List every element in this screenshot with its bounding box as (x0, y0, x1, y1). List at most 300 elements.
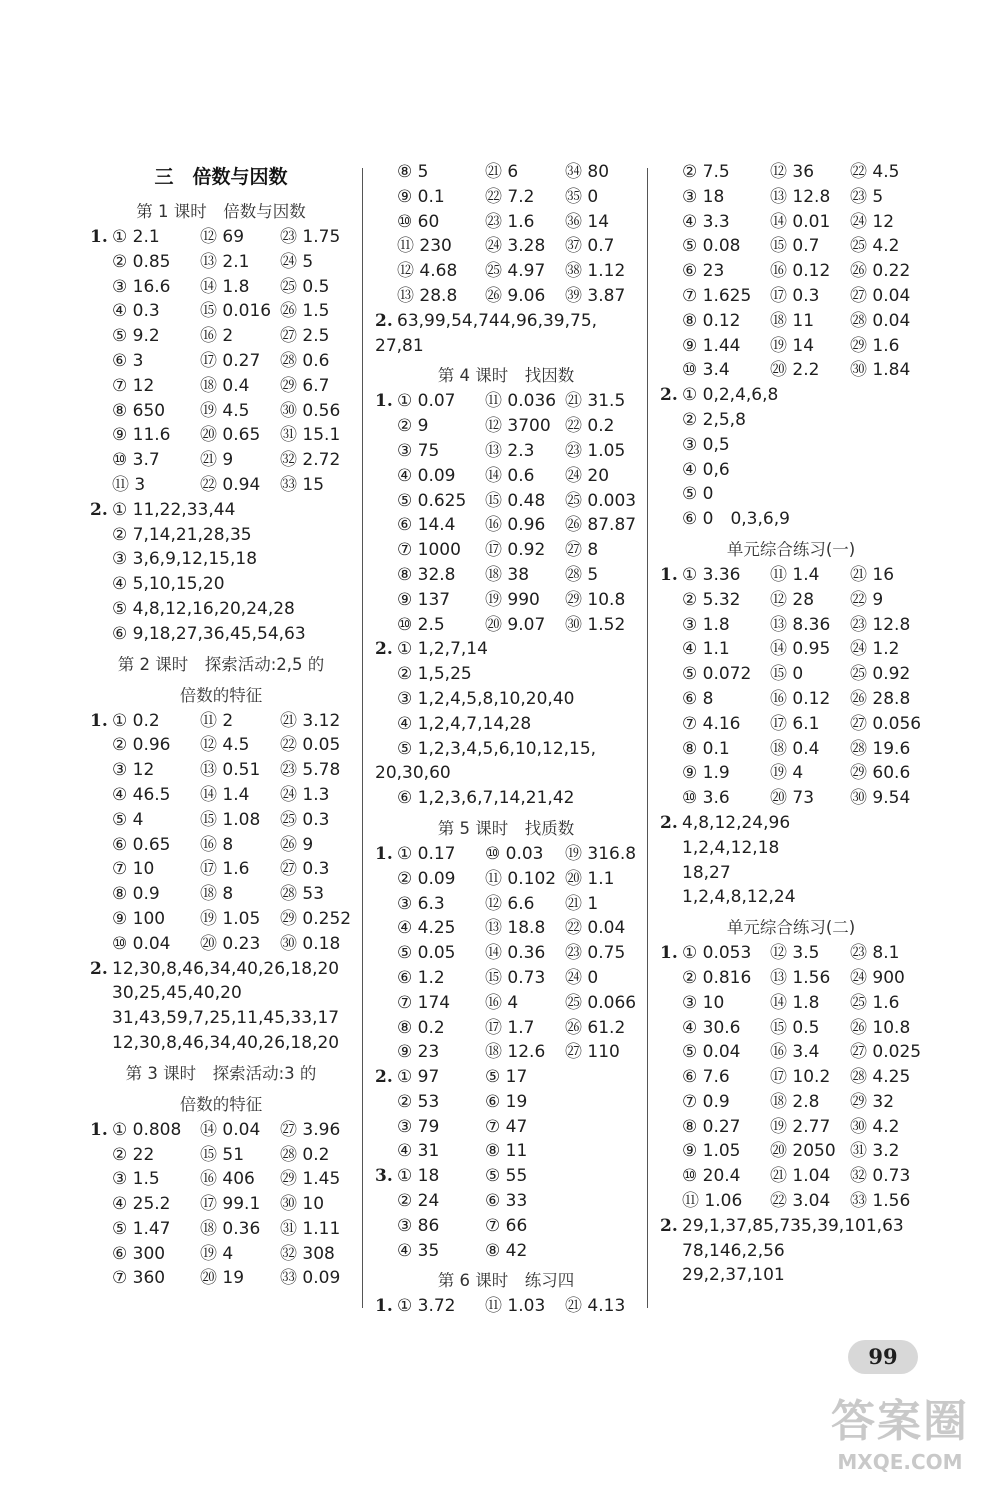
answer-line (375, 464, 637, 489)
answer-cell: ㉘ 0.6 (280, 350, 330, 371)
answer-line (660, 507, 922, 532)
answer-cell: ⑯ 2 (200, 326, 234, 347)
answer-cell: ⑧ 11 (485, 1141, 528, 1162)
watermark-logo: 答案圈 MXQE.COM (831, 1396, 969, 1474)
answer-line (660, 1090, 922, 1115)
answer-cell: ㉟ 0 (565, 186, 599, 207)
answer-line (90, 783, 352, 808)
answer-text: ① 1,2,7,14 (397, 639, 488, 660)
answer-cell: ㉚ 1.84 (850, 360, 911, 381)
answer-cell: ㉔ 1.2 (850, 639, 900, 660)
answer-cell: ⑲ 316.8 (565, 843, 637, 864)
answer-line (90, 547, 352, 572)
answer-line (660, 941, 922, 966)
answer-cell: ⑰ 0.92 (485, 540, 546, 561)
answer-cell: ③ 79 (397, 1116, 440, 1137)
question-number: 2. (90, 499, 108, 520)
answer-cell: ① 0.07 (397, 391, 456, 412)
answer-cell: ㉖ 61.2 (565, 1017, 626, 1038)
answer-cell: ① 0.2 (112, 710, 160, 731)
answer-cell: ⑳ 73 (770, 788, 815, 809)
answer-line (90, 473, 352, 498)
answer-cell: ⑩ 2.5 (397, 614, 445, 635)
answer-line (660, 836, 922, 861)
section-heading: 倍数的特征 (179, 1094, 263, 1114)
answer-cell: ⑰ 6.1 (770, 713, 820, 734)
answer-cell: ⑩ 0.04 (112, 933, 171, 954)
answer-cell: ② 0.816 (682, 967, 752, 988)
answer-cell: ⑱ 11 (770, 310, 815, 331)
answer-cell: ⑥ 3 (112, 350, 144, 371)
answer-text: ⑤ 0 (682, 484, 714, 505)
answer-text: ② 2,5,8 (682, 409, 746, 430)
answer-line (90, 981, 352, 1006)
answer-cell: ⑪ 1.06 (682, 1191, 743, 1212)
answer-line (90, 399, 352, 424)
page-number: 99 (848, 1340, 918, 1374)
answer-cell: ⑨ 100 (112, 908, 166, 929)
answer-cell: ㉔ 0 (565, 967, 599, 988)
answer-cell: ⑬ 8.36 (770, 614, 831, 635)
answer-text: 12,30,8,46,34,40,26,18,20 (112, 1032, 340, 1053)
answer-cell: ㉗ 8 (565, 540, 599, 561)
answer-cell: ⑤ 0.08 (682, 236, 741, 257)
answer-cell: ㉘ 53 (280, 884, 325, 905)
answer-line (660, 1139, 922, 1164)
answer-cell: ⑧ 0.9 (112, 884, 160, 905)
answer-line (90, 324, 352, 349)
answer-line (660, 861, 922, 886)
answer-line (90, 1031, 352, 1056)
answer-cell: ⑩ 20.4 (682, 1166, 741, 1187)
answer-cell: ⑱ 0.4 (200, 375, 250, 396)
answer-text: 18,27 (682, 862, 731, 883)
answer-cell: ⑳ 0.23 (200, 933, 261, 954)
answer-line (90, 1266, 352, 1291)
answer-cell: ⑱ 8 (200, 884, 234, 905)
answer-cell: ⑲ 4 (770, 763, 804, 784)
answer-text: ④ 0,6 (682, 459, 730, 480)
answer-cell: ⑪ 1.4 (770, 564, 820, 585)
answer-cell: ⑳ 9.07 (485, 614, 546, 635)
answer-cell: ② 0.96 (112, 735, 171, 756)
answer-line (375, 439, 637, 464)
answer-cell: ⑦ 12 (112, 375, 155, 396)
answer-cell: ㉘ 5 (565, 564, 599, 585)
answer-cell: ② 0.09 (397, 868, 456, 889)
answer-text: 30,25,45,40,20 (112, 983, 242, 1004)
answer-cell: ㉚ 1.52 (565, 614, 626, 635)
answer-column-2 (375, 160, 637, 1319)
answer-cell: ㉔ 5 (280, 251, 314, 272)
answer-cell: ⑨ 0.1 (397, 186, 445, 207)
answer-cell: ㉛ 1.11 (280, 1218, 341, 1239)
answer-cell: ⑥ 23 (682, 261, 725, 282)
answer-line (375, 210, 637, 235)
answer-cell: ⑥ 19 (485, 1091, 528, 1112)
answer-line (375, 916, 637, 941)
answer-cell: ⑮ 1.08 (200, 809, 261, 830)
answer-cell: ㉖ 0.22 (850, 261, 911, 282)
answer-cell: ⑭ 0.6 (485, 465, 535, 486)
answer-line (90, 225, 352, 250)
answer-line (660, 185, 922, 210)
answer-cell: ㉓ 1.6 (485, 211, 535, 232)
answer-cell: ㊳ 1.12 (565, 261, 626, 282)
answer-cell: ㉓ 0.75 (565, 943, 626, 964)
answer-cell: ⑳ 1.1 (565, 868, 615, 889)
answer-line (660, 712, 922, 737)
answer-cell: ㉑ 4.13 (565, 1296, 626, 1317)
answer-cell: ⑥ 8 (682, 688, 714, 709)
answer-cell: ⑥ 0.65 (112, 834, 171, 855)
answer-line (660, 1239, 922, 1264)
answer-line (375, 867, 637, 892)
answer-cell: ④ 0.3 (112, 301, 160, 322)
answer-cell: ㉒ 9 (850, 589, 884, 610)
answer-cell: ㉙ 1.45 (280, 1169, 341, 1190)
answer-line (375, 414, 637, 439)
answer-cell: ㉗ 110 (565, 1042, 620, 1063)
answer-line (375, 563, 637, 588)
answer-cell: ⑧ 0.2 (397, 1017, 445, 1038)
answer-cell: ㉖ 10.8 (850, 1017, 911, 1038)
answer-line (90, 1217, 352, 1242)
answer-line (660, 160, 922, 185)
answer-line (660, 1115, 922, 1140)
question-number: 3. (375, 1166, 393, 1187)
answer-cell: ④ 3.3 (682, 211, 730, 232)
answer-cell: ⑤ 55 (485, 1166, 528, 1187)
answer-cell: ⑮ 0.73 (485, 967, 546, 988)
answer-cell: ⑮ 0.7 (770, 236, 820, 257)
answer-line (660, 1065, 922, 1090)
answer-cell: ㉕ 0.3 (280, 809, 330, 830)
answer-line (375, 389, 637, 414)
answer-cell: ㉑ 16 (850, 564, 895, 585)
answer-cell: ⑰ 0.27 (200, 350, 261, 371)
answer-cell: ㉔ 1.3 (280, 784, 330, 805)
answer-text: ① 0,2,4,6,8 (682, 385, 779, 406)
answer-cell: ㉔ 900 (850, 967, 905, 988)
answer-cell: ⑮ 0.48 (485, 490, 546, 511)
answer-cell: ㉚ 4.2 (850, 1116, 900, 1137)
answer-text: 78,146,2,56 (682, 1240, 785, 1261)
answer-cell: ⑯ 406 (200, 1169, 255, 1190)
question-number: 1. (375, 843, 393, 864)
answer-line (90, 423, 352, 448)
answer-cell: ⑭ 1.8 (200, 276, 250, 297)
answer-cell: ⑫ 3.5 (770, 943, 820, 964)
answer-line (90, 709, 352, 734)
answer-cell: ⑤ 9.2 (112, 326, 160, 347)
answer-line (660, 811, 922, 836)
answer-line (660, 259, 922, 284)
answer-cell: ㉒ 0.2 (565, 416, 615, 437)
answer-cell: ① 18 (397, 1166, 440, 1187)
answer-text: ⑤ 1,2,3,4,5,6,10,12,15, (397, 738, 597, 759)
answer-cell: ㉗ 0.056 (850, 713, 922, 734)
answer-line (90, 299, 352, 324)
answer-cell: ㉕ 4.2 (850, 236, 900, 257)
answer-cell: ⑤ 0.072 (682, 664, 752, 685)
answer-line (375, 892, 637, 917)
question-number: 1. (90, 227, 108, 247)
answer-line (90, 932, 352, 957)
answer-cell: ㉙ 10.8 (565, 589, 626, 610)
answer-cell: ⑥ 1.2 (397, 967, 445, 988)
answer-cell: ㉘ 0.04 (850, 310, 911, 331)
answer-cell: ㉚ 0.18 (280, 933, 341, 954)
answer-cell: ④ 0.09 (397, 465, 456, 486)
answer-cell: ⑰ 10.2 (770, 1067, 831, 1088)
answer-cell: ⑬ 18.8 (485, 918, 546, 939)
answer-line (375, 284, 637, 309)
answer-cell: ⑥ 14.4 (397, 515, 456, 536)
answer-line (375, 1016, 637, 1041)
answer-cell: ㉓ 5.78 (280, 760, 341, 781)
answer-cell: ⑫ 69 (200, 227, 245, 247)
answer-cell: ⑪ 0.036 (485, 391, 557, 412)
answer-cell: ㉕ 0.003 (565, 490, 637, 511)
answer-line (90, 374, 352, 399)
answer-line (375, 737, 637, 762)
answer-cell: ② 53 (397, 1091, 440, 1112)
answer-cell: ㊲ 0.7 (565, 236, 615, 257)
answer-cell: ⑪ 1.03 (485, 1296, 546, 1317)
answer-cell: ㉑ 31.5 (565, 391, 626, 412)
answer-line (375, 761, 637, 786)
answer-cell: ⑬ 0.51 (200, 760, 261, 781)
answer-cell: ⑥ 33 (485, 1191, 528, 1212)
answer-text: ③ 3,6,9,12,15,18 (112, 549, 258, 570)
answer-cell: ⑭ 1.4 (200, 784, 250, 805)
answer-cell: ㊴ 3.87 (565, 285, 626, 306)
answer-line (375, 160, 637, 185)
answer-cell: ㉓ 1.75 (280, 227, 341, 247)
answer-cell: ㉖ 1.5 (280, 301, 330, 322)
answer-text: ④ 5,10,15,20 (112, 574, 225, 595)
answer-cell: ⑮ 0.5 (770, 1017, 820, 1038)
answer-cell: ㉑ 1.04 (770, 1166, 831, 1187)
answer-cell: ⑨ 1.9 (682, 763, 730, 784)
answer-cell: ㉙ 6.7 (280, 375, 330, 396)
answer-cell: ㉔ 3.28 (485, 236, 546, 257)
answer-cell: ⑩ 60 (397, 211, 440, 232)
answer-cell: ㉒ 7.2 (485, 186, 535, 207)
answer-cell: ⑩ 3.4 (682, 360, 730, 381)
answer-line (375, 662, 637, 687)
answer-line (660, 433, 922, 458)
answer-cell: ⑪ 0.102 (485, 868, 557, 889)
answer-cell: ② 22 (112, 1144, 155, 1165)
answer-line (375, 687, 637, 712)
answer-line (375, 1239, 637, 1264)
question-number: 1. (660, 564, 678, 585)
answer-cell: ⑧ 5 (397, 162, 429, 182)
answer-cell: ② 9 (397, 416, 429, 437)
answer-cell: ④ 1.1 (682, 639, 730, 660)
answer-cell: ㉓ 8.1 (850, 943, 900, 964)
question-number: 2. (90, 958, 108, 979)
answer-text: ⑥ 1,2,3,6,7,14,21,42 (397, 788, 575, 809)
answer-line (375, 786, 637, 811)
answer-cell: ㉒ 0.94 (200, 474, 261, 495)
answer-line (375, 1189, 637, 1214)
answer-cell: ㉙ 32 (850, 1091, 895, 1112)
answer-line (90, 758, 352, 783)
answer-cell: ㉗ 0.3 (280, 859, 330, 880)
answer-cell: ③ 16.6 (112, 276, 171, 297)
answer-cell: ㉗ 0.04 (850, 285, 911, 306)
answer-line (660, 613, 922, 638)
answer-line (660, 1164, 922, 1189)
answer-cell: ④ 25.2 (112, 1194, 171, 1215)
answer-cell: ③ 10 (682, 992, 725, 1013)
question-number: 1. (375, 391, 393, 412)
answer-line (375, 513, 637, 538)
answer-cell: ⑪ 3 (112, 474, 146, 495)
answer-cell: ㉓ 12.8 (850, 614, 911, 635)
section-heading: 第 1 课时 倍数与因数 (136, 202, 306, 221)
answer-line (90, 808, 352, 833)
question-number: 2. (660, 385, 678, 406)
answer-text: 27,81 (375, 335, 424, 356)
answer-line (90, 349, 352, 374)
answer-line (375, 842, 637, 867)
answer-cell: ⑦ 10 (112, 859, 155, 880)
answer-text: ② 7,14,21,28,35 (112, 524, 252, 545)
answer-cell: ⑫ 36 (770, 162, 815, 182)
answer-cell: ⑪ 230 (397, 236, 452, 257)
answer-cell: ㉚ 0.56 (280, 400, 341, 421)
answer-cell: ⑭ 0.01 (770, 211, 831, 232)
answer-column-1 (90, 160, 352, 1291)
answer-cell: ⑬ 12.8 (770, 186, 831, 207)
answer-cell: ㉙ 0.252 (280, 908, 352, 929)
answer-cell: ⑦ 1.625 (682, 285, 752, 306)
answer-line (375, 185, 637, 210)
answer-line (90, 833, 352, 858)
answer-cell: ⑫ 6.6 (485, 893, 535, 914)
answer-cell: ③ 6.3 (397, 893, 445, 914)
answer-cell: ① 0.808 (112, 1119, 182, 1140)
answer-cell: ⑥ 7.6 (682, 1067, 730, 1088)
answer-text: ② 1,5,25 (397, 664, 472, 685)
section-heading: 单元综合练习(一) (726, 539, 856, 559)
answer-cell: ㉙ 1.6 (850, 335, 900, 356)
answer-line (375, 538, 637, 563)
answer-line (375, 309, 637, 334)
answer-text: 29,2,37,101 (682, 1265, 785, 1286)
question-number: 1. (660, 943, 678, 964)
answer-cell: ④ 35 (397, 1240, 440, 1261)
answer-cell: ⑪ 2 (200, 710, 234, 731)
answer-line (660, 1189, 922, 1214)
question-number: 2. (375, 639, 393, 660)
answer-line (660, 588, 922, 613)
answer-cell: ㉑ 6 (485, 162, 519, 182)
answer-cell: ㉓ 5 (850, 186, 884, 207)
answer-line (90, 1167, 352, 1192)
answer-cell: ㉘ 0.2 (280, 1144, 330, 1165)
answer-cell: ⑱ 0.36 (200, 1218, 261, 1239)
answer-line (375, 991, 637, 1016)
answer-cell: ⑮ 0.016 (200, 301, 272, 322)
answer-cell: ㉘ 19.6 (850, 738, 911, 759)
answer-cell: ⑲ 4.5 (200, 400, 250, 421)
answer-cell: ㉘ 4.25 (850, 1067, 911, 1088)
answer-cell: ㊱ 14 (565, 211, 610, 232)
answer-text: ③ 1,2,4,5,8,10,20,40 (397, 688, 575, 709)
answer-line (375, 334, 637, 359)
answer-cell: ⑨ 11.6 (112, 425, 171, 446)
answer-line (660, 637, 922, 662)
answer-line (375, 1214, 637, 1239)
question-number: 2. (375, 1067, 393, 1088)
answer-cell: ㉕ 0.066 (565, 992, 637, 1013)
answer-line (660, 210, 922, 235)
answer-line (660, 662, 922, 687)
answer-line (375, 1115, 637, 1140)
answer-cell: ⑤ 0.05 (397, 943, 456, 964)
answer-text: 29,1,37,85,735,39,101,63 (682, 1215, 904, 1236)
answer-cell: ④ 46.5 (112, 784, 171, 805)
answer-cell: ⑯ 0.12 (770, 261, 831, 282)
answer-cell: ⑧ 32.8 (397, 564, 456, 585)
answer-text: 31,43,59,7,25,11,45,33,17 (112, 1008, 340, 1029)
section-heading: 第 2 课时 探索活动:2,5 的 (117, 654, 325, 674)
answer-line (375, 966, 637, 991)
answer-cell: ④ 31 (397, 1141, 440, 1162)
answer-cell: ⑲ 2.77 (770, 1116, 831, 1137)
answer-cell: ⑳ 2050 (770, 1141, 836, 1162)
answer-cell: ② 0.85 (112, 251, 171, 272)
answer-cell: ⑨ 23 (397, 1042, 440, 1063)
answer-cell: ㉙ 60.6 (850, 763, 911, 784)
question-number: 1. (90, 710, 108, 731)
answer-cell: ⑨ 1.44 (682, 335, 741, 356)
answer-cell: ㉝ 15 (280, 474, 325, 495)
answer-cell: ⑲ 1.05 (200, 908, 261, 929)
answer-cell: ㉛ 15.1 (280, 425, 341, 446)
answer-line (90, 622, 352, 647)
answer-cell: ⑭ 0.36 (485, 943, 546, 964)
column-divider (647, 168, 648, 1308)
answer-cell: ㉖ 9.06 (485, 285, 546, 306)
answer-cell: ⑤ 17 (485, 1067, 528, 1088)
answer-cell: ㉗ 2.5 (280, 326, 330, 347)
answer-cell: ㉕ 0.5 (280, 276, 330, 297)
answer-cell: ㉒ 4.5 (850, 162, 900, 182)
answer-line (90, 448, 352, 473)
answer-cell: ⑩ 0.03 (485, 843, 544, 864)
answer-cell: ㉖ 87.87 (565, 515, 637, 536)
answer-line (375, 1294, 637, 1319)
answer-cell: ⑰ 99.1 (200, 1194, 261, 1215)
answer-text: ④ 1,2,4,7,14,28 (397, 713, 532, 734)
answer-cell: ⑯ 4 (485, 992, 519, 1013)
answer-cell: ⑤ 1.47 (112, 1218, 171, 1239)
answer-cell: ⑧ 42 (485, 1240, 528, 1261)
question-number: 1. (90, 1119, 108, 1140)
answer-cell: ③ 86 (397, 1215, 440, 1236)
answer-cell: ⑤ 4 (112, 809, 144, 830)
answer-cell: ㉜ 308 (280, 1243, 335, 1264)
answer-line (375, 1139, 637, 1164)
answer-line (90, 250, 352, 275)
answer-text: 20,30,60 (375, 763, 451, 784)
